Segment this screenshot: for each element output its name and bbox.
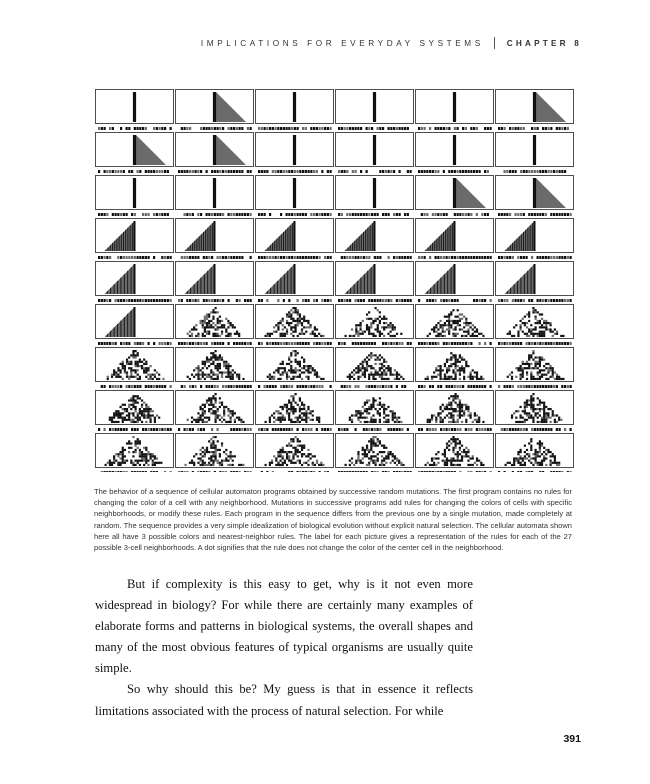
rule-label-strip [418, 127, 492, 130]
automaton-panel [176, 305, 254, 346]
page-number: 391 [563, 733, 581, 745]
rule-label-strip [101, 471, 172, 472]
automaton-panel [256, 176, 334, 217]
rule-label-strip [101, 385, 172, 388]
running-head-section: IMPLICATIONS FOR EVERYDAY SYSTEMS [200, 38, 484, 48]
automaton-figure-grid [95, 89, 574, 472]
automaton-panel [416, 90, 494, 131]
automaton-panel [336, 262, 414, 303]
rule-label-strip [501, 428, 572, 431]
automaton-panel [176, 262, 254, 303]
rule-label-strip [418, 342, 492, 345]
rule-label-strip [338, 428, 409, 431]
rule-label-strip [338, 127, 409, 130]
rule-label-strip [261, 471, 329, 472]
body-paragraph-1: But if complexity is this easy to get, why is it not even more widespread in biology? For while there are certainly many examples of elaborate forms and patterns in biological systems, the overall shapes and many of the most obvious features of typical organisms are usually quite simple. [95, 577, 473, 676]
automaton-panel [96, 176, 174, 217]
automaton-panel [96, 391, 174, 432]
rule-label-strip [258, 428, 332, 431]
rule-label-strip [418, 428, 492, 431]
automaton-panel [96, 305, 174, 346]
automaton-panel [496, 133, 574, 174]
rule-label-strip [498, 127, 569, 130]
rule-label-strip [98, 299, 172, 302]
automaton-panel [336, 133, 414, 174]
rule-label-strip [181, 127, 252, 130]
rule-label-strip [421, 213, 489, 216]
rule-label-strip [498, 256, 572, 259]
automaton-panel [256, 90, 334, 131]
running-head [201, 37, 582, 49]
automaton-panel [416, 305, 494, 346]
rule-label-strip [498, 299, 572, 302]
rule-label-strip [504, 170, 567, 173]
rule-label-strip [258, 299, 332, 302]
rule-label-strip [338, 213, 409, 216]
automaton-panel [96, 90, 174, 131]
automaton-panel [96, 133, 174, 174]
automaton-panel [256, 219, 334, 260]
rule-label-strip [98, 170, 169, 173]
automaton-panel [176, 90, 254, 131]
automaton-panel [256, 262, 334, 303]
rule-label-strip [258, 213, 332, 216]
automaton-panel [176, 434, 254, 473]
automaton-panel [496, 90, 574, 131]
rule-label-strip [258, 170, 332, 173]
rule-label-strip [418, 256, 492, 259]
automaton-panel [176, 391, 254, 432]
rule-label-strip [338, 471, 412, 472]
rule-label-strip [338, 299, 412, 302]
automaton-panel [96, 434, 174, 473]
rule-label-strip [178, 471, 252, 472]
running-head-chapter: CHAPTER 8 [506, 38, 582, 48]
rule-label-strip [98, 127, 172, 130]
rule-label-strip [418, 385, 492, 388]
automaton-panel [416, 348, 494, 389]
rule-label-strip [98, 342, 172, 345]
automaton-panel [496, 262, 574, 303]
rule-label-strip [498, 213, 572, 216]
automaton-panel [256, 348, 334, 389]
automaton-panel [496, 391, 574, 432]
rule-label-strip [418, 170, 489, 173]
automaton-panel [336, 305, 414, 346]
automaton-panel [416, 176, 494, 217]
automaton-panel [416, 391, 494, 432]
rule-label-strip [258, 127, 332, 130]
rule-label-strip [341, 256, 412, 259]
rule-label-strip [341, 385, 406, 388]
rule-label-strip [98, 428, 172, 431]
automaton-panel [336, 348, 414, 389]
automaton-panel [416, 262, 494, 303]
rule-label-strip [498, 342, 572, 345]
automaton-panel [336, 90, 414, 131]
automaton-panel [336, 176, 414, 217]
rule-label-strip [184, 213, 252, 216]
rule-label-strip [178, 428, 252, 431]
rule-label-strip [418, 471, 492, 472]
rule-label-strip [498, 471, 572, 472]
automaton-panel [256, 434, 334, 473]
automaton-panel [496, 305, 574, 346]
rule-label-strip [258, 256, 332, 259]
rule-label-strip [258, 385, 332, 388]
automaton-panel [496, 434, 574, 473]
automaton-panel [416, 434, 494, 473]
rule-label-strip [498, 385, 572, 388]
automaton-panel [336, 434, 414, 473]
automaton-panel [176, 348, 254, 389]
rule-label-strip [338, 170, 412, 173]
automaton-panel [496, 219, 574, 260]
automaton-panel [176, 219, 254, 260]
rule-label-strip [178, 342, 252, 345]
automaton-panel [256, 133, 334, 174]
rule-label-strip [181, 385, 252, 388]
rule-label-strip [98, 213, 169, 216]
automaton-panel [256, 305, 334, 346]
running-head-divider [494, 37, 495, 49]
body-text [95, 574, 473, 722]
automaton-panel [416, 219, 494, 260]
automaton-panel [96, 219, 174, 260]
figure-caption: The behavior of a sequence of cellular automaton programs obtained by successive random mutations. The first program contains no rules for changing the color of a cell with any neighborhood. Mutations in successive programs add rules for changing the colors of cells with specific neighborhoods, or modify these rules. Each program in the sequence differs from the previous one by a single mutation, made completely at random. The sequence provides a very simple idealization of biological evolution without explicit natural selection. The cellular automata shown here all have 3 possible colors and nearest-neighbor rules. The label for each picture gives a representation of the rules for each of the 27 possible 3-cell neighborhoods. A dot signifies that the rule does not change the color of the center cell in the neighborhood. [94, 487, 572, 553]
rule-label-strip [338, 342, 412, 345]
rule-label-strip [178, 170, 252, 173]
automaton-panel [96, 348, 174, 389]
automaton-panel [416, 133, 494, 174]
automaton-panel [496, 176, 574, 217]
automaton-panel [96, 262, 174, 303]
automaton-panel [496, 348, 574, 389]
body-paragraph-2: So why should this be? My guess is that in essence it reflects limitations associated with the process of natural selection. For while [95, 682, 473, 718]
rule-label-strip [178, 299, 252, 302]
automaton-panel [176, 133, 254, 174]
automaton-panel [336, 391, 414, 432]
automaton-panel [336, 219, 414, 260]
automaton-panel [256, 391, 334, 432]
rule-label-strip [258, 342, 332, 345]
automaton-panel [176, 176, 254, 217]
rule-label-strip [98, 256, 172, 259]
rule-label-strip [418, 299, 492, 302]
rule-label-strip [181, 256, 252, 259]
